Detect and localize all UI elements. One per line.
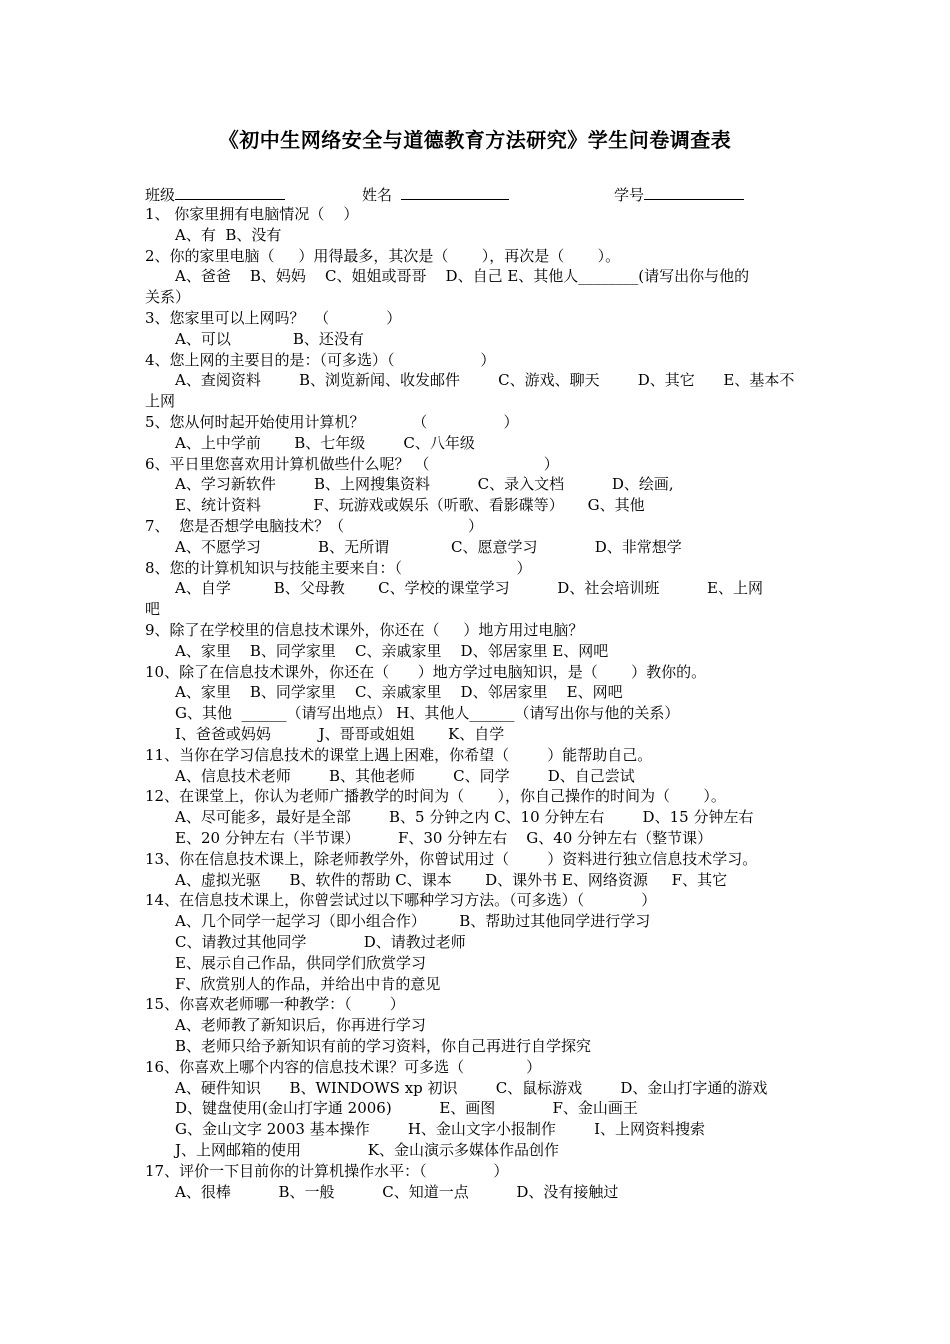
question-line: 1、 你家里拥有电脑情况（ ）: [145, 205, 359, 223]
question-line: 12、在课堂上，你认为老师广播教学的时间为（ ），你自己操作的时间为（ ）。: [145, 787, 726, 806]
student-number-blank[interactable]: [644, 183, 744, 200]
option-line: A、尽可能多，最好是全部 B、5 分钟之内 C、10 分钟左右 D、15 分钟左右: [175, 808, 754, 827]
option-line: A、信息技术老师 B、其他老师 C、同学 D、自己尝试: [175, 766, 635, 785]
question-line: 8、您的计算机知识与技能主要来自：（ ）: [145, 558, 532, 577]
question-line: 17、评价一下目前你的计算机操作水平：（ ）: [145, 1161, 509, 1180]
name-field: [362, 183, 509, 205]
question-line: 6、平日里您喜欢用计算机做些什么呢？ （ ）: [145, 454, 559, 473]
question-line: 16、你喜欢上哪个内容的信息技术课？可多选（ ）: [145, 1057, 542, 1076]
question-line: 9、除了在学校里的信息技术课外，你还在（ ）地方用过电脑？: [145, 621, 584, 639]
question-line: 5、您从何时起开始使用计算机？ （ ）: [145, 413, 519, 431]
question-line: 吧: [145, 600, 161, 619]
student-number-label: 学号: [614, 186, 645, 204]
question-line: 上网: [145, 392, 176, 411]
option-line: D、键盘使用(金山打字通 2006) E、画图 F、金山画王: [175, 1099, 638, 1118]
option-line: A、不愿学习 B、无所谓 C、愿意学习 D、非常想学: [175, 537, 682, 556]
option-line: A、老师教了新知识后，你再进行学习: [175, 1016, 426, 1035]
option-line: A、有 B、没有: [175, 225, 282, 244]
option-line: J、上网邮箱的使用 K、金山演示多媒体作品创作: [175, 1141, 559, 1159]
option-line: A、家里 B、同学家里 C、亲戚家里 D、邻居家里 E、网吧: [175, 683, 623, 702]
option-line: E、展示自己作品，供同学们欣赏学习: [175, 953, 426, 972]
option-line: E、统计资料 F、玩游戏或娱乐（听歌、看影碟等） G、其他: [175, 496, 645, 515]
option-line: I、爸爸或妈妈 J、哥哥或姐姐 K、自学: [175, 725, 505, 743]
question-line: 7、 您是否想学电脑技术？（ ）: [145, 517, 484, 535]
option-line: A、很棒 B、一般 C、知道一点 D、没有接触过: [175, 1182, 619, 1201]
option-line: A、学习新软件 B、上网搜集资料 C、录入文档 D、绘画,: [175, 475, 674, 494]
option-line: A、家里 B、同学家里 C、亲戚家里 D、邻居家里 E、网吧: [175, 641, 609, 660]
question-line: 11、当你在学习信息技术的课堂上遇上困难，你希望（ ）能帮助自己。: [145, 745, 653, 764]
question-line: 关系）: [145, 288, 191, 307]
class-blank[interactable]: [175, 183, 285, 200]
page-title: 《初中生网络安全与道德教育方法研究》学生问卷调查表: [218, 128, 732, 152]
question-line: 4、您上网的主要目的是：（可多选）（ ）: [145, 350, 496, 369]
option-line: A、查阅资料 B、浏览新闻、收发邮件 C、游戏、聊天 D、其它 E、基本不: [175, 371, 795, 390]
question-line: 10、除了在信息技术课外，你还在（ ）地方学过电脑知识，是（ ）教你的。: [145, 662, 707, 681]
option-line: A、上中学前 B、七年级 C、八年级: [175, 433, 475, 452]
option-line: E、20 分钟左右（半节课） F、30 分钟左右 G、40 分钟左右（整节课）: [175, 829, 713, 847]
option-line: A、虚拟光驱 B、软件的帮助 C、课本 D、课外书 E、网络资源 F、其它: [175, 870, 728, 889]
name-blank[interactable]: [401, 183, 509, 200]
class-label: 班级: [145, 186, 176, 204]
option-line: A、爸爸 B、妈妈 C、姐姐或哥哥 D、自己 E、其他人________(请写出你与他的: [175, 267, 750, 286]
option-line: A、可以 B、还没有: [175, 329, 364, 348]
student-number-field: [614, 183, 744, 205]
question-line: 15、你喜欢老师哪一种教学：（ ）: [145, 995, 405, 1014]
option-line: G、金山文字 2003 基本操作 H、金山文字小报制作 I、上网资料搜索: [175, 1120, 705, 1139]
class-field: [145, 183, 285, 205]
option-line: G、其他 ______（请写出地点） H、其他人______（请写出你与他的关系）: [175, 704, 680, 723]
question-line: 2、你的家里电脑（ ）用得最多，其次是（ ），再次是（ ）。: [145, 246, 621, 265]
question-line: 13、你在信息技术课上，除老师教学外，你曾试用过（ ）资料进行独立信息技术学习。: [145, 849, 758, 868]
option-line: A、自学 B、父母教 C、学校的课堂学习 D、社会培训班 E、上网: [175, 579, 763, 598]
name-label: 姓名: [362, 186, 393, 204]
option-line: A、几个同学一起学习（即小组合作） B、帮助过其他同学进行学习: [175, 912, 651, 931]
option-line: B、老师只给予新知识有前的学习资料，你自己再进行自学探究: [175, 1037, 592, 1055]
question-line: 3、您家里可以上网吗？ （ ）: [145, 309, 402, 327]
option-line: C、请教过其他同学 D、请教过老师: [175, 933, 466, 951]
question-line: 14、在信息技术课上，你曾尝试过以下哪种学习方法。（可多选）（ ）: [145, 891, 657, 910]
option-line: F、欣赏别人的作品，并给出中肯的意见: [175, 974, 441, 993]
option-line: A、硬件知识 B、WINDOWS xp 初识 C、鼠标游戏 D、金山打字通的游戏: [175, 1078, 768, 1097]
